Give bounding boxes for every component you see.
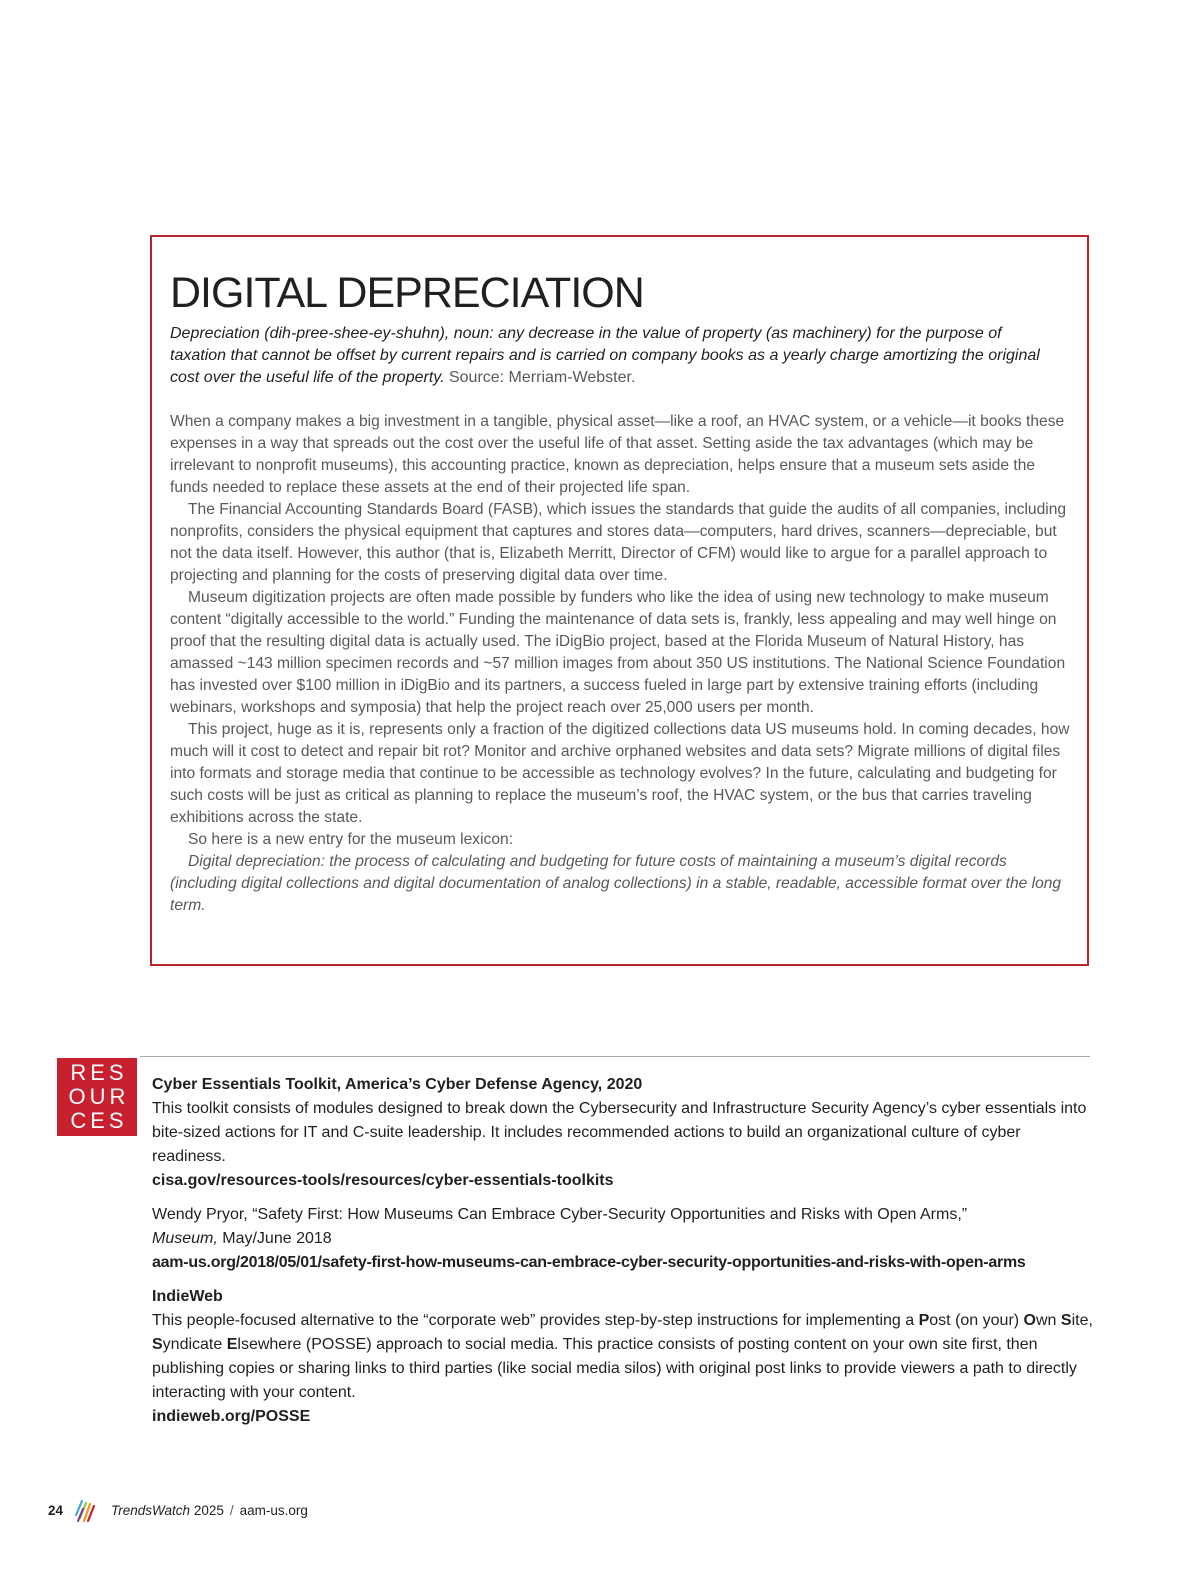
lexicon-entry: Digital depreciation: the process of calculating and budgeting for future costs of maintaining a museum’s digital records (including digital collections and digital documentation of analog collections) in a stable, readable, accessible format over the long term. — [170, 853, 1062, 914]
publication-name: TrendsWatch — [111, 1502, 191, 1518]
resource-item — [152, 1203, 1097, 1275]
desc-bold-letter: P — [918, 1312, 930, 1329]
resource-link[interactable]: indieweb.org/POSSE — [152, 1408, 311, 1425]
resource-item — [152, 1285, 1097, 1429]
badge-line: CES — [70, 1108, 128, 1133]
paragraph: This project, huge as it is, represents only a fraction of the digitized collections data US museums hold. In coming decades, how much will it cost to detect and repair bit rot? Monitor and archive orphaned websites and data sets? Migrate millions of digital files into formats and storage media that continue to be accessible as technology evolves? In the future, calculating and budgeting for such costs will be just as critical as planning to replace the museum’s roof, the HVAC system, or the bus that carries traveling exhibitions across the state. — [170, 721, 1070, 826]
page-number: 24 — [48, 1502, 64, 1518]
citation-journal: Museum, — [152, 1230, 218, 1247]
citation-date: May/June 2018 — [222, 1230, 332, 1247]
digital-depreciation-box — [150, 235, 1089, 966]
desc-text: This people-focused alternative to the “corporate web” provides step-by-step instructions for implementing a — [152, 1312, 919, 1329]
resources-badge — [57, 1058, 137, 1136]
page-footer — [48, 1498, 308, 1522]
desc-bold-letter: E — [226, 1336, 238, 1353]
paragraph: When a company makes a big investment in a tangible, physical asset—like a roof, an HVAC system, or a vehicle—it books these expenses in a way that spreads out the cost over the useful life of that asset. Setting aside the tax advantages (which may be irrelevant to nonprofit museums), this accounting practice, known as depreciation, helps ensure that a museum sets aside the funds needed to replace these assets at the end of their projected life span. — [170, 413, 1065, 496]
desc-text: ite, — [1071, 1312, 1093, 1329]
footer-separator: / — [229, 1502, 234, 1518]
desc-text: yndicate — [162, 1336, 227, 1353]
citation-text: Wendy Pryor, “Safety First: How Museums Can Embrace Cyber-Security Opportunities and Risks with Open Arms,” — [152, 1206, 968, 1223]
paragraph: So here is a new entry for the museum lexicon: — [188, 831, 514, 848]
box-title: DIGITAL DEPRECIATION — [170, 269, 644, 317]
desc-text: wn — [1036, 1312, 1061, 1329]
paragraph: Museum digitization projects are often made possible by funders who like the idea of using new technology to make museum content “digitally accessible to the world.” Funding the maintenance of data sets is, frankly, less appealing and may well hinge on proof that the resulting digital data is actually used. The iDigBio project, based at the Florida Museum of Natural History, has amassed ~143 million specimen records and ~57 million images from about 350 US institutions. The National Science Foundation has invested over $100 million in iDigBio and its partners, a success fueled in large part by extensive training efforts (including webinars, workshops and symposia) that help the project reach over 25,000 users per month. — [170, 589, 1066, 716]
resource-item — [152, 1073, 1097, 1193]
box-body — [170, 411, 1070, 917]
desc-bold-letter: S — [152, 1336, 163, 1353]
desc-text: ost (on your) — [929, 1312, 1024, 1329]
resources-list — [152, 1073, 1097, 1439]
resource-title: Cyber Essentials Toolkit, America’s Cyber Defense Agency, 2020 — [152, 1076, 643, 1093]
footer-site: aam-us.org — [239, 1502, 308, 1518]
resource-description — [152, 1309, 1097, 1405]
definition-text: Depreciation (dih-pree-shee-ey-shuhn), noun: any decrease in the value of property (as machinery) for the purpose of taxation that cannot be offset by current repairs and is carried on company books as a yearly charge amortizing the original cost over the useful life of the property. — [170, 325, 1040, 386]
badge-line: RES — [70, 1060, 128, 1085]
desc-bold-letter: O — [1023, 1312, 1036, 1329]
definition-source: Source: Merriam-Webster. — [448, 369, 636, 386]
resource-title: IndieWeb — [152, 1288, 223, 1305]
badge-line: OUR — [68, 1084, 130, 1109]
publication-year: 2025 — [193, 1502, 224, 1518]
resource-link[interactable]: aam-us.org/2018/05/01/safety-first-how-museums-can-embrace-cyber-security-opportunities-and-risks-with-open-arms — [152, 1254, 1026, 1271]
resource-description: This toolkit consists of modules designed to break down the Cybersecurity and Infrastructure Security Agency’s cyber essentials into bite-sized actions for IT and C-suite leadership. It includes recommended actions to build an organizational culture of cyber readiness. — [152, 1100, 1087, 1165]
desc-bold-letter: S — [1060, 1312, 1072, 1329]
resources-divider — [140, 1056, 1090, 1057]
trendswatch-logo-icon — [73, 1495, 97, 1525]
resource-link[interactable]: cisa.gov/resources-tools/resources/cyber-essentials-toolkits — [152, 1172, 614, 1189]
paragraph: The Financial Accounting Standards Board (FASB), which issues the standards that guide the audits of all companies, including nonprofits, considers the physical equipment that captures and stores data—computers, hard drives, scanners—depreciable, but not the data itself. However, this author (that is, Elizabeth Merritt, Director of CFM) would like to argue for a parallel approach to projecting and planning for the costs of preserving digital data over time. — [170, 501, 1067, 584]
resource-citation — [152, 1203, 1097, 1251]
definition — [170, 323, 1050, 389]
desc-text: lsewhere (POSSE) approach to social media. This practice consists of posting content on your own site first, then publishing copies or sharing links to third parties (like social media silos) with original post links to provide viewers a path to directly interacting with your content. — [152, 1336, 1077, 1401]
